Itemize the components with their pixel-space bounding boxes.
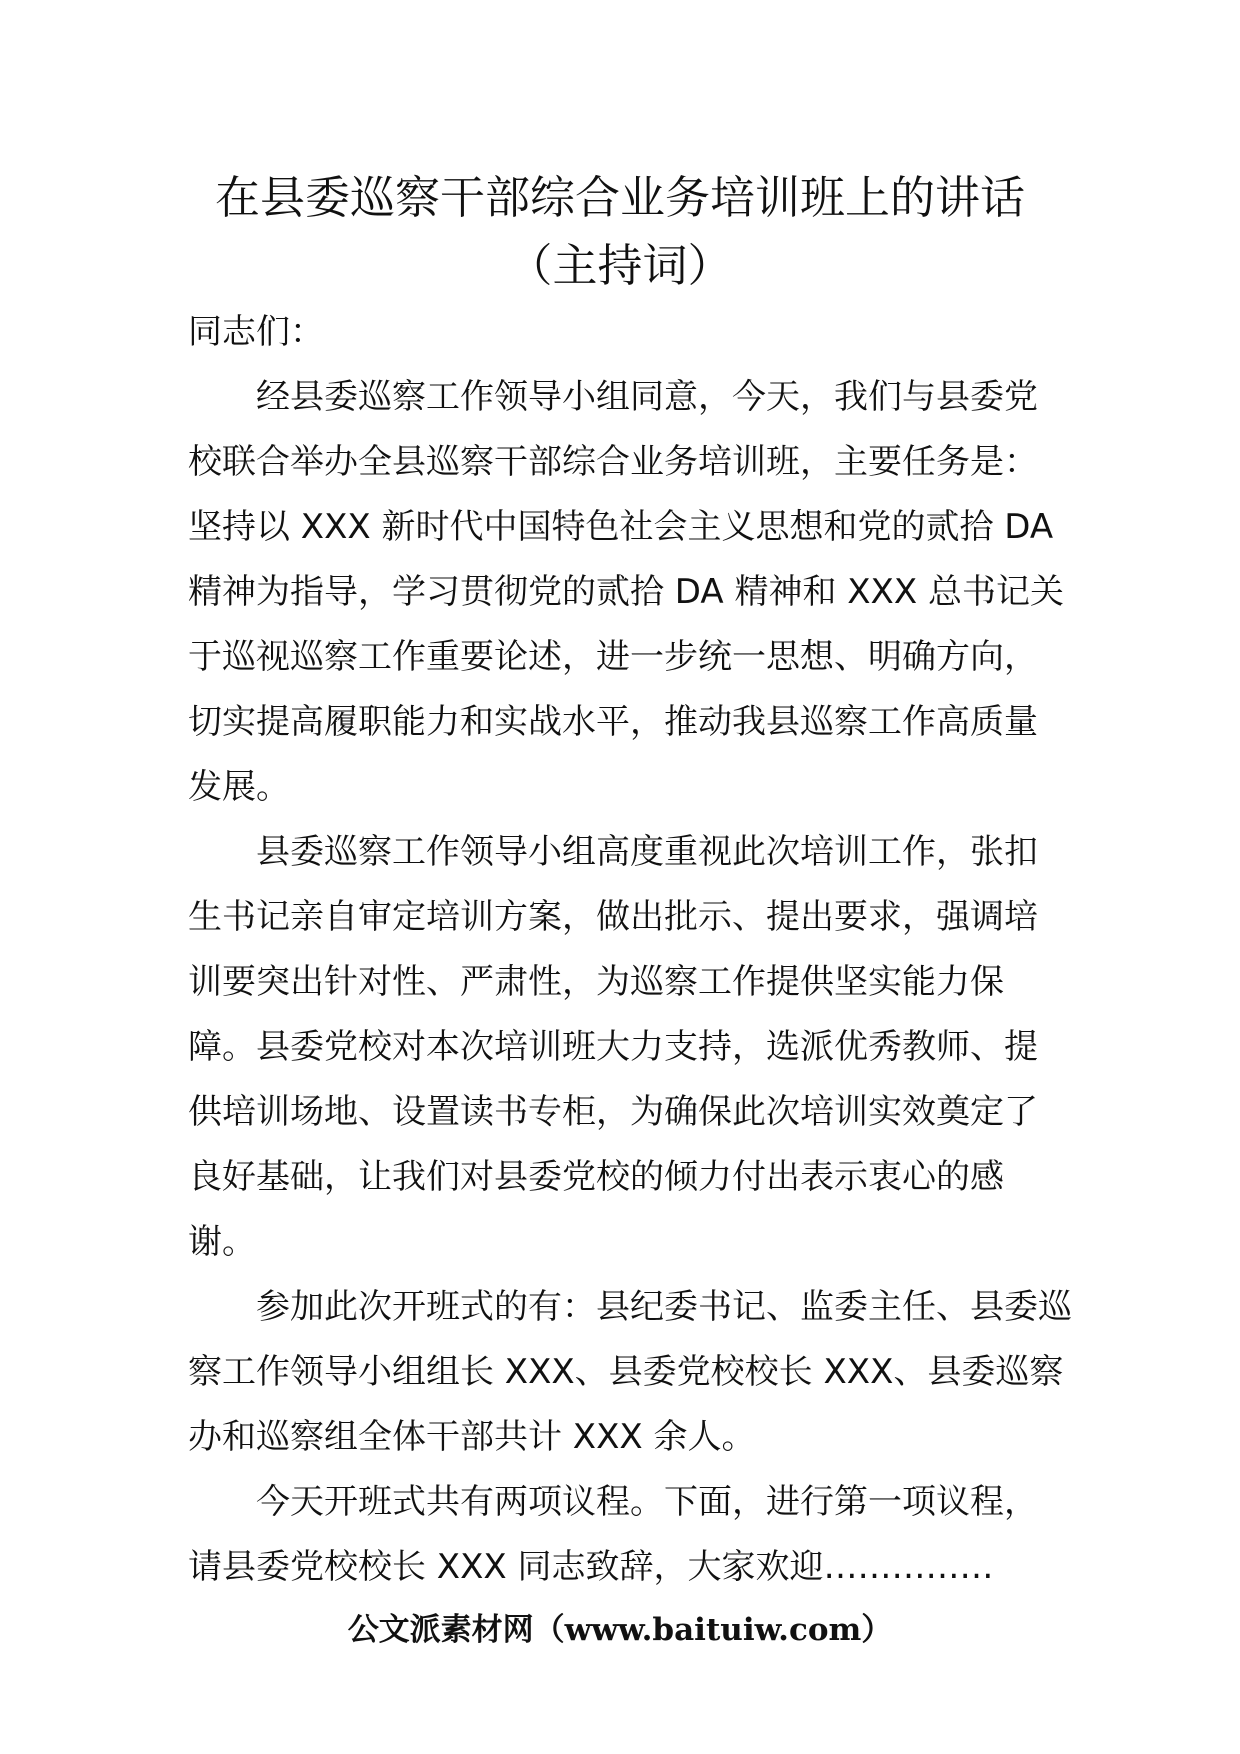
text-line: 谢。 [188, 1222, 256, 1262]
document-subtitle: （主持词） [507, 239, 733, 292]
text-line: 今天开班式共有两项议程。下面，进行第一项议程， [256, 1482, 1038, 1522]
text-line: 良好基础，让我们对县委党校的倾力付出表示衷心的感 [188, 1157, 1004, 1197]
salutation: 同志们： [188, 312, 324, 352]
footer-watermark: 公文派素材网（www.baituiw.com） [347, 1612, 893, 1648]
paragraph-purpose [188, 365, 1068, 820]
text-line: 供培训场地、设置读书专柜，为确保此次培训实效奠定了 [188, 1092, 1038, 1132]
text-line: 请县委党校校长 XXX 同志致辞，大家欢迎…………… [188, 1547, 994, 1587]
text-line: 办和巡察组全体干部共计 XXX 余人。 [188, 1417, 756, 1457]
text-line: 发展。 [188, 767, 290, 807]
text-line: 坚持以 XXX 新时代中国特色社会主义思想和党的贰拾 DA [188, 507, 1054, 547]
paragraph-attendees [188, 1275, 1072, 1470]
text-line: 生书记亲自审定培训方案，做出批示、提出要求，强调培 [188, 897, 1038, 937]
text-line: 县委巡察工作领导小组高度重视此次培训工作，张扣 [256, 832, 1038, 872]
text-line: 经县委巡察工作领导小组同意，今天，我们与县委党 [256, 377, 1038, 417]
text-line: 切实提高履职能力和实战水平，推动我县巡察工作高质量 [188, 702, 1038, 742]
paragraph-thanks [188, 820, 1068, 1275]
text-line: 校联合举办全县巡察干部综合业务培训班，主要任务是： [188, 442, 1038, 482]
text-line: 参加此次开班式的有：县纪委书记、监委主任、县委巡 [256, 1287, 1072, 1327]
text-line: 于巡视巡察工作重要论述，进一步统一思想、明确方向， [188, 637, 1038, 677]
text-line: 察工作领导小组组长 XXX、县委党校校长 XXX、县委巡察 [188, 1352, 1064, 1392]
text-line: 障。县委党校对本次培训班大力支持，选派优秀教师、提 [188, 1027, 1038, 1067]
document-title: 在县委巡察干部综合业务培训班上的讲话 [214, 171, 1025, 224]
paragraph-agenda [188, 1470, 1068, 1600]
text-line: 训要突出针对性、严肃性，为巡察工作提供坚实能力保 [188, 962, 1004, 1002]
document-body [188, 300, 1072, 1600]
text-line: 精神为指导，学习贯彻党的贰拾 DA 精神和 XXX 总书记关 [188, 572, 1064, 612]
